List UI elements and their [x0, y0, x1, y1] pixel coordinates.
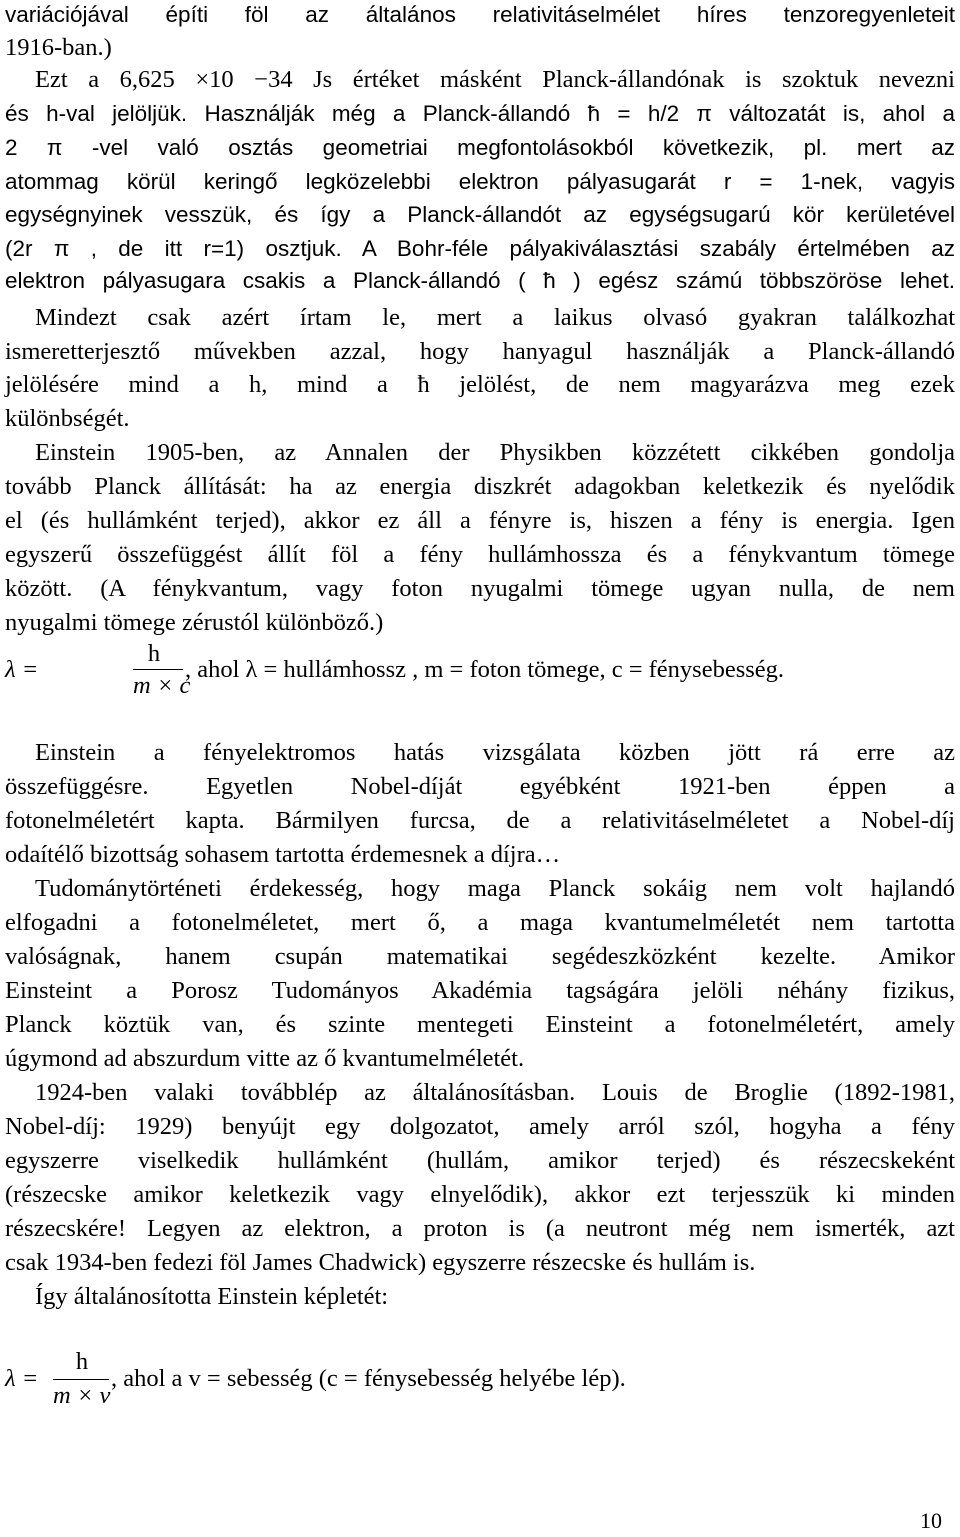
text-line: egyszerre viselkedik hullámként (hullám, amikor terjed) és részecskeként	[5, 1147, 955, 1174]
text-line: között. (A fénykvantum, vagy foton nyugalmi tömege ugyan nulla, de nem	[5, 575, 955, 602]
text-line: Tudománytörténeti érdekesség, hogy maga Planck sokáig nem volt hajlandó	[35, 875, 955, 902]
formula-explanation: , ahol a v = sebesség (c = fénysebesség helyébe lép).	[111, 1365, 626, 1392]
text-line: (2r π , de itt r=1) osztjuk. A Bohr-féle pályakiválasztási szabály értelmében az	[5, 236, 955, 261]
text-line: nyugalmi tömege zérustól különböző.)	[5, 609, 384, 636]
text-line: Einsteint a Porosz Tudományos Akadémia tagságára jelöli néhány fizikus,	[5, 977, 955, 1004]
formula-lhs: λ =	[5, 1365, 39, 1392]
text-line: Így általánosította Einstein képletét:	[35, 1283, 389, 1310]
text-line: 1924-ben valaki továbblép az általánosításban. Louis de Broglie (1892-1981,	[35, 1079, 955, 1106]
text-line: Ezt a 6,625 ×10 −34 Js értéket másként Planck-állandónak is szoktuk nevezni	[35, 66, 955, 93]
text-line: tovább Planck állítását: ha az energia diszkrét adagokban keletkezik és nyelődik	[5, 473, 955, 500]
text-line: különbségét.	[5, 405, 130, 432]
text-line: és h-val jelöljük. Használják még a Planck-állandó ħ = h/2 π változatát is, ahol a	[5, 101, 955, 126]
formula-wavelength-light	[5, 642, 955, 712]
text-line: csak 1934-ben fedezi föl James Chadwick) egyszerre részecske és hullám is.	[5, 1249, 756, 1276]
text-line: összefüggésre. Egyetlen Nobel-díját egyébként 1921-ben éppen a	[5, 773, 955, 800]
text-line: 1916-ban.)	[5, 34, 112, 61]
text-line: részecskére! Legyen az elektron, a proton is (a neutront még nem ismerték, azt	[5, 1215, 955, 1242]
formula-denominator: m × c	[133, 672, 191, 699]
text-line: atommag körül keringő legközelebbi elektron pályasugarát r = 1-nek, vagyis	[5, 169, 955, 194]
formula-explanation: , ahol λ = hullámhossz , m = foton tömege, c = fénysebesség.	[185, 656, 785, 683]
text-line: Nobel-díj: 1929) benyújt egy dolgozatot, amely arról szól, hogyha a fény	[5, 1113, 955, 1140]
fraction-bar	[133, 669, 183, 670]
text-line: ismeretterjesztő művekben azzal, hogy hanyagul használják a Planck-állandó	[5, 338, 955, 365]
text-line: úgymond ad abszurdum vitte az ő kvantumelméletét.	[5, 1045, 525, 1072]
formula-numerator: h	[75, 1348, 89, 1375]
text-line: Mindezt csak azért írtam le, mert a laikus olvasó gyakran találkozhat	[35, 304, 955, 331]
text-line: el (és hullámként terjed), akkor ez áll a fényre is, hiszen a fény is energia. Igen	[5, 507, 955, 534]
text-line: elektron pályasugara csakis a Planck-állandó ( ħ ) egész számú többszöröse lehet.	[5, 268, 955, 293]
formula-lhs: λ =	[5, 656, 39, 683]
text-line: Einstein a fényelektromos hatás vizsgálata közben jött rá erre az	[35, 739, 955, 766]
text-line: elfogadni a fotonelméletet, mert ő, a maga kvantumelméletét nem tartotta	[5, 909, 955, 936]
text-line: egyszerű összefüggést állít föl a fény hullámhossza és a fénykvantum tömege	[5, 541, 955, 568]
text-line: fotonelméletért kapta. Bármilyen furcsa, de a relativitáselméletet a Nobel-díj	[5, 807, 955, 834]
text-line: 2 π -vel való osztás geometriai megfontolásokból következik, pl. mert az	[5, 135, 955, 160]
text-line: valóságnak, hanem csupán matematikai segédeszközként kezelte. Amikor	[5, 943, 955, 970]
text-line: odaítélő bizottság sohasem tartotta érdemesnek a díjra…	[5, 841, 561, 868]
text-line: Einstein 1905-ben, az Annalen der Physikben közzétett cikkében gondolja	[35, 439, 955, 466]
formula-numerator: h	[147, 640, 161, 667]
text-line: jelölésére mind a h, mind a ħ jelölést, de nem magyarázva meg ezek	[5, 371, 955, 398]
fraction-bar	[53, 1379, 109, 1380]
formula-denominator: m × v	[53, 1382, 111, 1409]
formula-de-broglie	[5, 1344, 955, 1414]
text-line: (részecske amikor keletkezik vagy elnyelődik), akkor ezt terjesszük ki minden	[5, 1181, 955, 1208]
text-line: Planck köztük van, és szinte mentegeti Einsteint a fotonelméletért, amely	[5, 1011, 955, 1038]
text-line: egységnyinek vesszük, és így a Planck-állandót az egységsugarú kör kerületével	[5, 202, 955, 227]
page-number: 10	[920, 1508, 942, 1533]
text-line: variációjával építi föl az általános relativitáselmélet híres tenzoregyenleteit	[5, 2, 955, 27]
